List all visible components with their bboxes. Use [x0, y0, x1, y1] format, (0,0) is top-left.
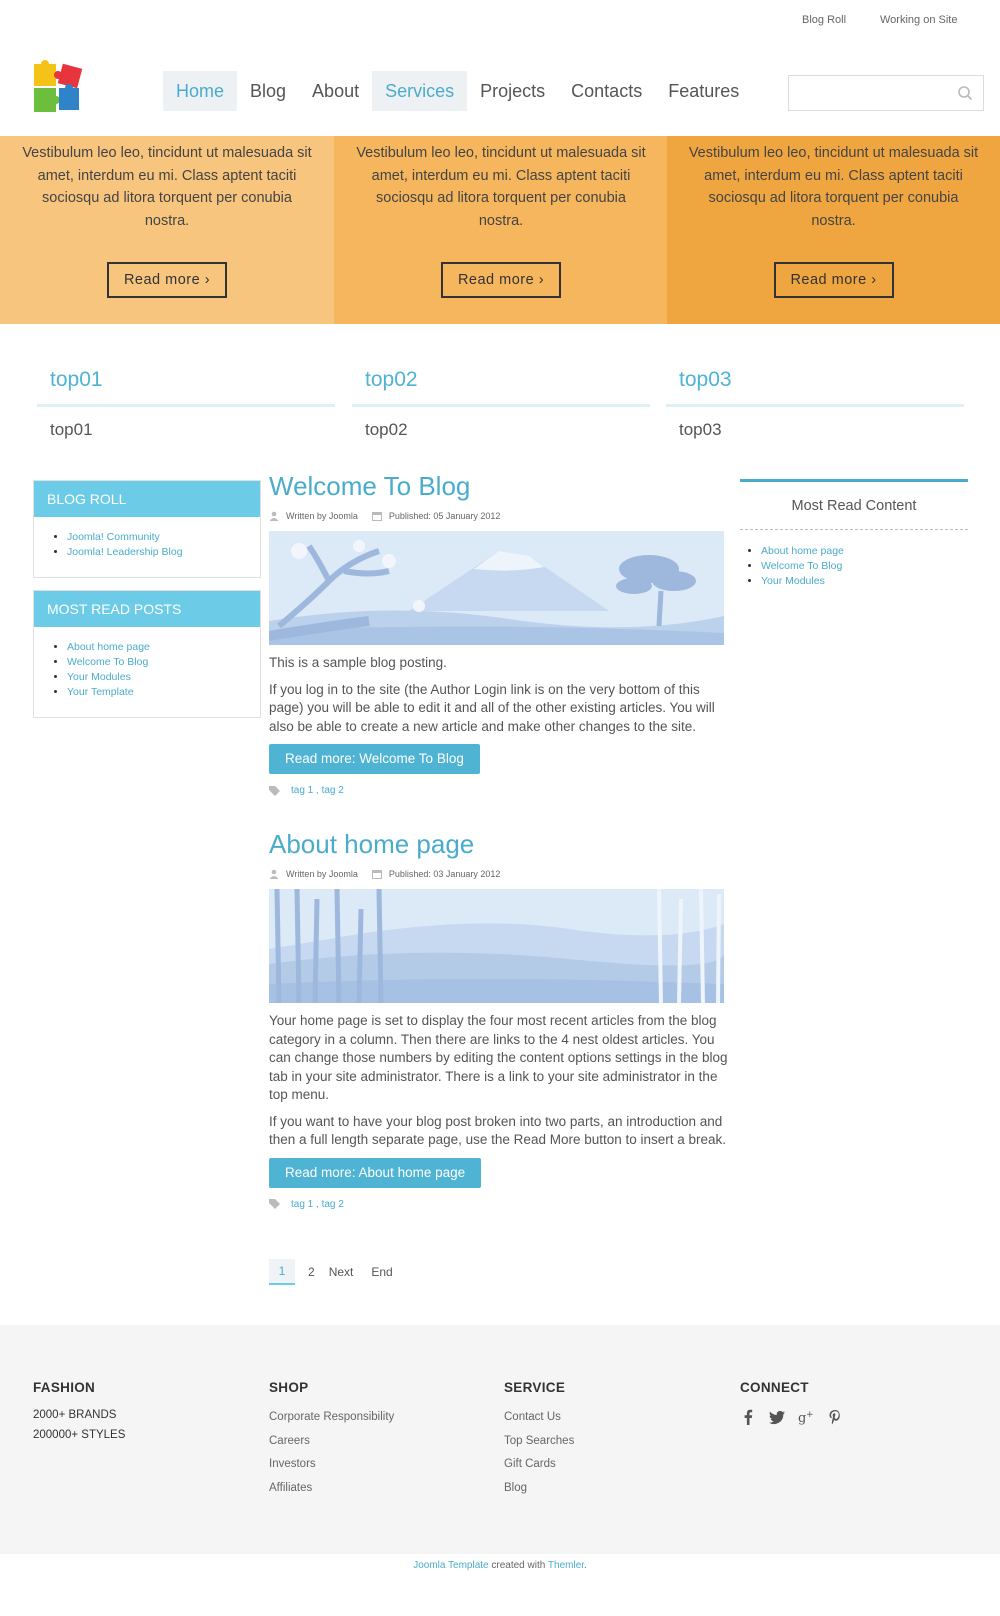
- page-2-button[interactable]: 2: [308, 1265, 315, 1279]
- nav-features[interactable]: Features: [668, 81, 740, 101]
- tag-icon: [269, 786, 280, 796]
- promo-text: Vestibulum leo leo, tincidunt ut malesuada sit amet, interdum eu mi. Class aptent taciti sociosqu ad litora torquent per conubia nostra.: [22, 145, 312, 229]
- most-read-post-item[interactable]: • About home page: [67, 640, 260, 655]
- article-image-bamboo: [269, 889, 724, 1003]
- article-meta: [269, 867, 729, 880]
- tag-icon: [269, 1199, 280, 1209]
- twitter-icon[interactable]: [769, 1409, 785, 1425]
- nav-about[interactable]: About: [312, 81, 360, 101]
- joomla-template-link[interactable]: Joomla Template: [413, 1560, 489, 1571]
- end-page-button[interactable]: End: [371, 1265, 393, 1279]
- nav-contacts[interactable]: Contacts: [571, 81, 643, 101]
- footer-link[interactable]: Investors: [269, 1458, 316, 1470]
- article-image-cherry-blossom: [269, 531, 724, 645]
- article-author: Written by Joomla: [286, 510, 358, 521]
- most-read-content-item[interactable]: • Welcome To Blog: [761, 559, 968, 574]
- top-module-title: top02: [352, 355, 650, 407]
- article-published: Published: 05 January 2012: [388, 510, 501, 521]
- footer-col-fashion: [33, 1380, 125, 1445]
- promo-read-more-button[interactable]: Read more ›: [774, 262, 894, 298]
- article-meta: [269, 509, 729, 522]
- top-module-2: [352, 355, 650, 440]
- user-icon: [269, 511, 279, 521]
- top-link-blog-roll[interactable]: Blog Roll: [802, 14, 847, 26]
- most-read-posts-title: MOST READ POSTS: [34, 591, 260, 627]
- footer-link[interactable]: Gift Cards: [504, 1458, 556, 1470]
- footer-item: 200000+ STYLES: [33, 1428, 126, 1441]
- calendar-icon: [372, 869, 382, 879]
- footer-heading: SERVICE: [504, 1380, 566, 1395]
- read-more-button[interactable]: Read more: About home page: [269, 1158, 481, 1188]
- page-1-button[interactable]: 1: [269, 1259, 295, 1285]
- footer-link[interactable]: Affiliates: [269, 1481, 313, 1494]
- promo-read-more-button[interactable]: Read more ›: [107, 262, 227, 298]
- social-links: [740, 1409, 843, 1425]
- most-read-content-item[interactable]: • About home page: [761, 544, 968, 559]
- user-icon: [269, 869, 279, 879]
- footer-col-service: [504, 1380, 574, 1500]
- footer-link[interactable]: Top Searches: [504, 1434, 575, 1447]
- article-author: Written by Joomla: [286, 868, 358, 879]
- footer-link[interactable]: Corporate Responsibility: [269, 1411, 395, 1423]
- pinterest-icon[interactable]: [827, 1409, 843, 1425]
- top-module-3: [666, 355, 964, 440]
- read-more-button[interactable]: Read more: Welcome To Blog: [269, 744, 480, 774]
- svg-text:g: g: [798, 1411, 807, 1425]
- pagination: [269, 1259, 407, 1285]
- article-tags: [269, 785, 729, 796]
- nav-services[interactable]: Services: [372, 71, 467, 111]
- top-link-working-on-site[interactable]: Working on Site: [880, 14, 958, 26]
- top-module-1: [37, 355, 335, 440]
- article-tags: [269, 1199, 729, 1210]
- most-read-content-item[interactable]: • Your Modules: [761, 574, 968, 589]
- article-published: Published: 03 January 2012: [388, 868, 501, 879]
- blog-article: [269, 469, 729, 796]
- blog-roll-item[interactable]: • Joomla! Community: [67, 530, 260, 545]
- promo-block-3: [667, 136, 1000, 324]
- article-title[interactable]: Welcome To Blog: [269, 471, 471, 501]
- most-read-post-item[interactable]: • Welcome To Blog: [67, 655, 260, 670]
- google-plus-icon[interactable]: [798, 1409, 814, 1425]
- credits-end: .: [584, 1560, 587, 1571]
- article-paragraph: If you log in to the site (the Author Login link is on the very bottom of this page) you will be able to edit it and all of the other existing articles. You will also be able to create a new article and make other changes to the site.: [269, 681, 715, 734]
- nav-blog[interactable]: Blog: [250, 81, 287, 101]
- footer-col-shop: [269, 1380, 394, 1500]
- puzzle-logo-icon[interactable]: [32, 60, 88, 116]
- top-module-body: top02: [365, 420, 408, 439]
- top-module-body: top03: [679, 420, 722, 439]
- tag-links[interactable]: tag 1 , tag 2: [291, 785, 344, 796]
- tag-links[interactable]: tag 1 , tag 2: [291, 1198, 344, 1210]
- promo-block-1: [0, 136, 334, 324]
- nav-home[interactable]: Home: [163, 71, 237, 111]
- most-read-posts-module: [33, 590, 261, 718]
- footer: [0, 1325, 1000, 1554]
- credits-text: created with: [488, 1560, 548, 1571]
- search-icon[interactable]: [957, 85, 973, 101]
- most-read-content-module: [740, 479, 968, 589]
- calendar-icon: [372, 511, 382, 521]
- footer-credits: [0, 1560, 1000, 1571]
- blog-roll-item[interactable]: • Joomla! Leadership Blog: [67, 545, 260, 560]
- blog-roll-module: [33, 480, 261, 578]
- top-module-body: top01: [50, 420, 93, 439]
- footer-heading: FASHION: [33, 1380, 96, 1395]
- article-paragraph: Your home page is set to display the four most recent articles from the blog category in a column. Then there are links to the 4 nest oldest articles. You can change those numbers by editing the content options settings in the blog tab in your site administrator. There is a link to your site administrator in the top menu.: [269, 1013, 728, 1102]
- footer-col-connect: [740, 1380, 843, 1425]
- most-read-post-item[interactable]: • Your Template: [67, 685, 260, 700]
- main-nav: [163, 71, 752, 111]
- blog-article: [269, 827, 729, 1210]
- svg-text:+: +: [806, 1410, 814, 1420]
- next-page-button[interactable]: Next: [328, 1265, 354, 1279]
- footer-link[interactable]: Contact Us: [504, 1411, 561, 1423]
- footer-heading: CONNECT: [740, 1380, 809, 1395]
- promo-text: Vestibulum leo leo, tincidunt ut malesuada sit amet, interdum eu mi. Class aptent taciti sociosqu ad litora torquent per conubia nostra.: [356, 145, 646, 229]
- most-read-content-title: Most Read Content: [740, 482, 968, 530]
- blog-roll-title: BLOG ROLL: [34, 481, 260, 517]
- footer-link[interactable]: Careers: [269, 1434, 310, 1447]
- themler-link[interactable]: Themler: [547, 1560, 585, 1571]
- nav-projects[interactable]: Projects: [480, 81, 546, 101]
- footer-item: 2000+ BRANDS: [33, 1409, 117, 1421]
- footer-heading: SHOP: [269, 1380, 309, 1395]
- facebook-icon[interactable]: [740, 1409, 756, 1425]
- footer-link[interactable]: Blog: [504, 1481, 528, 1494]
- top-module-title: top01: [37, 355, 335, 407]
- search-input[interactable]: [788, 75, 984, 111]
- promo-block-2: [334, 136, 668, 324]
- top-module-title: top03: [666, 355, 964, 407]
- promo-read-more-button[interactable]: Read more ›: [441, 262, 561, 298]
- promo-text: Vestibulum leo leo, tincidunt ut malesuada sit amet, interdum eu mi. Class aptent taciti sociosqu ad litora torquent per conubia nostra.: [688, 145, 979, 229]
- most-read-post-item[interactable]: • Your Modules: [67, 670, 260, 685]
- article-title[interactable]: About home page: [269, 829, 475, 859]
- article-paragraph: If you want to have your blog post broken into two parts, an introduction and then a full length separate page, use the Read More button to insert a break.: [269, 1113, 727, 1147]
- article-paragraph: This is a sample blog posting.: [269, 655, 447, 670]
